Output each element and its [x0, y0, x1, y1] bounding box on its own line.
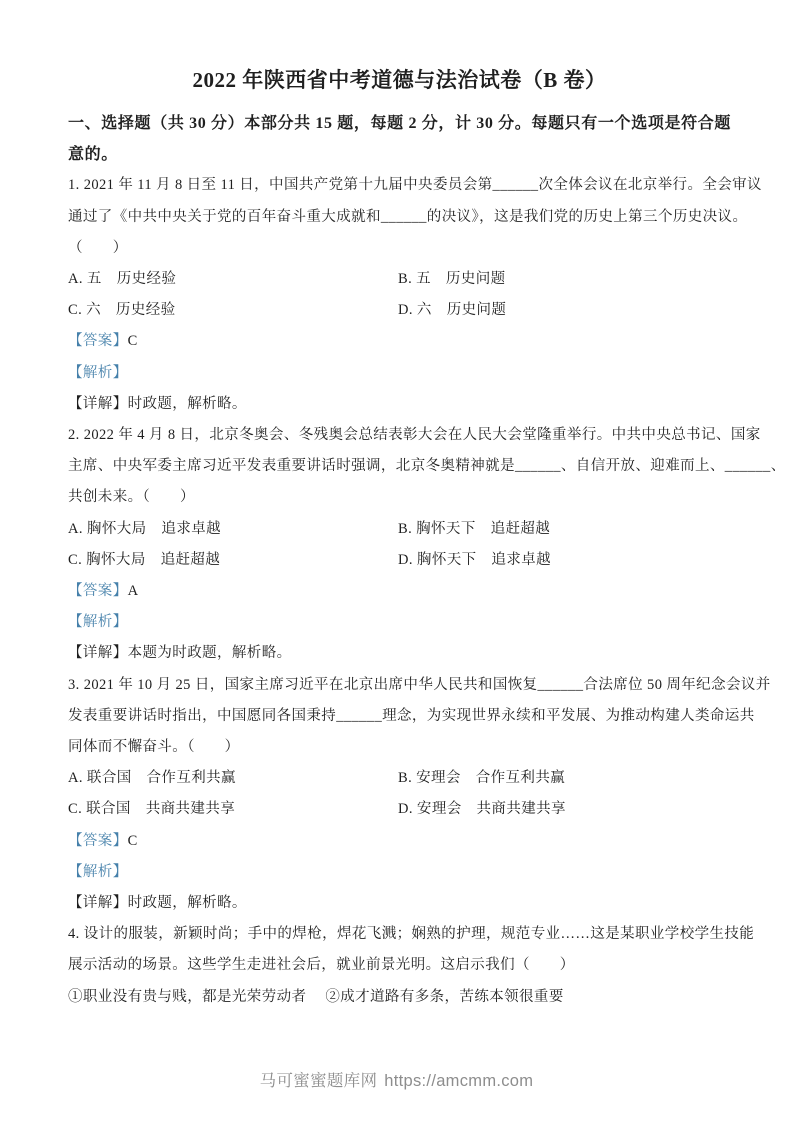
option-d: D. 安理会 共商共建共享 — [398, 801, 566, 818]
option-b: B. 安理会 合作互利共赢 — [398, 770, 566, 787]
answer-line — [68, 576, 731, 607]
option-a: A. 五 历史经验 — [68, 271, 177, 288]
question-text-line: （ ） — [68, 239, 128, 256]
question-text-line: 2. 2022 年 4 月 8 日，北京冬奥会、冬残奥会总结表彰大会在人民大会堂隆重举行。中共中央总书记、国家 — [68, 427, 761, 444]
analysis-label: 【解析】 — [68, 364, 128, 381]
question-text-line: 3. 2021 年 10 月 25 日，国家主席习近平在北京出席中华人民共和国恢复______合法席位 50 周年纪念会议并 — [68, 676, 771, 693]
option-row — [68, 295, 731, 326]
question-text-line: 4. 设计的服装，新颖时尚；手中的焊枪，焊花飞溅；娴熟的护理，规范专业……这是某职业学校学生技能 — [68, 926, 755, 943]
option-d: D. 胸怀天下 追求卓越 — [398, 551, 552, 568]
option-row — [68, 794, 731, 825]
option-c: C. 六 历史经验 — [68, 302, 176, 319]
option-c: C. 胸怀大局 追赶超越 — [68, 551, 221, 568]
option-b: B. 胸怀天下 追赶超越 — [398, 520, 551, 537]
question-block-1 — [68, 170, 762, 420]
question-text-line: 同体而不懈奋斗。（ ） — [68, 739, 240, 756]
option-a: A. 联合国 合作互利共赢 — [68, 770, 236, 787]
option-row — [68, 264, 731, 295]
question-text-line: 主席、中央军委主席习近平发表重要讲话时强调，北京冬奥精神就是______、自信开放、迎难而上、______、 — [68, 458, 786, 475]
detail-line: 【详解】时政题，解析略。 — [68, 895, 247, 912]
question-block-4 — [68, 919, 755, 1013]
answer-line — [68, 826, 731, 857]
answer-label: 【答案】 — [68, 583, 128, 600]
footer — [0, 1070, 793, 1092]
question-text-line: 展示活动的场景。这些学生走进社会后，就业前景光明。这启示我们（ ） — [68, 957, 575, 974]
question-text-line: 发表重要讲话时指出，中国愿同各国秉持______理念，为实现世界永续和平发展、为推动构建人类命运共 — [68, 707, 755, 724]
option-b: B. 五 历史问题 — [398, 271, 506, 288]
answer-value: C — [127, 832, 138, 849]
option-c: C. 联合国 共商共建共享 — [68, 801, 236, 818]
question-text-line: 共创未来。（ ） — [68, 489, 195, 506]
page-title: 2022 年陕西省中考道德与法治试卷（B 卷） — [192, 68, 607, 92]
answer-label: 【答案】 — [68, 832, 128, 849]
option-row — [68, 514, 731, 545]
option-a: A. 胸怀大局 追求卓越 — [68, 520, 222, 537]
answer-line — [68, 326, 731, 357]
footer-site-name: 马可蜜蜜题库网 — [259, 1072, 378, 1090]
option-d: D. 六 历史问题 — [398, 302, 507, 319]
analysis-label: 【解析】 — [68, 614, 128, 631]
option-row — [68, 545, 731, 576]
answer-value: C — [127, 333, 138, 350]
question-text-line: ①职业没有贵与贱，都是光荣劳动者 ②成才道路有多条，苦练本领很重要 — [68, 988, 564, 1005]
analysis-label: 【解析】 — [68, 863, 128, 880]
answer-label: 【答案】 — [68, 333, 128, 350]
section-header: 一、选择题（共 30 分）本部分共 15 题，每题 2 分，计 30 分。每题只有一个选项是符合题意的。 — [68, 115, 731, 164]
question-block-2 — [68, 420, 786, 670]
question-text-line: 通过了《中共中央关于党的百年奋斗重大成就和______的决议》，这是我们党的历史上第三个历史决议。 — [68, 208, 748, 225]
footer-site-url: https://amcmm.com — [384, 1072, 534, 1090]
answer-value: A — [127, 583, 139, 600]
detail-line: 【详解】时政题，解析略。 — [68, 395, 247, 412]
detail-line: 【详解】本题为时政题，解析略。 — [68, 645, 292, 662]
question-text-line: 1. 2021 年 11 月 8 日至 11 日，中国共产党第十九届中央委员会第______次全体会议在北京举行。全会审议 — [68, 177, 762, 194]
option-row — [68, 763, 731, 794]
question-block-3 — [68, 670, 771, 920]
